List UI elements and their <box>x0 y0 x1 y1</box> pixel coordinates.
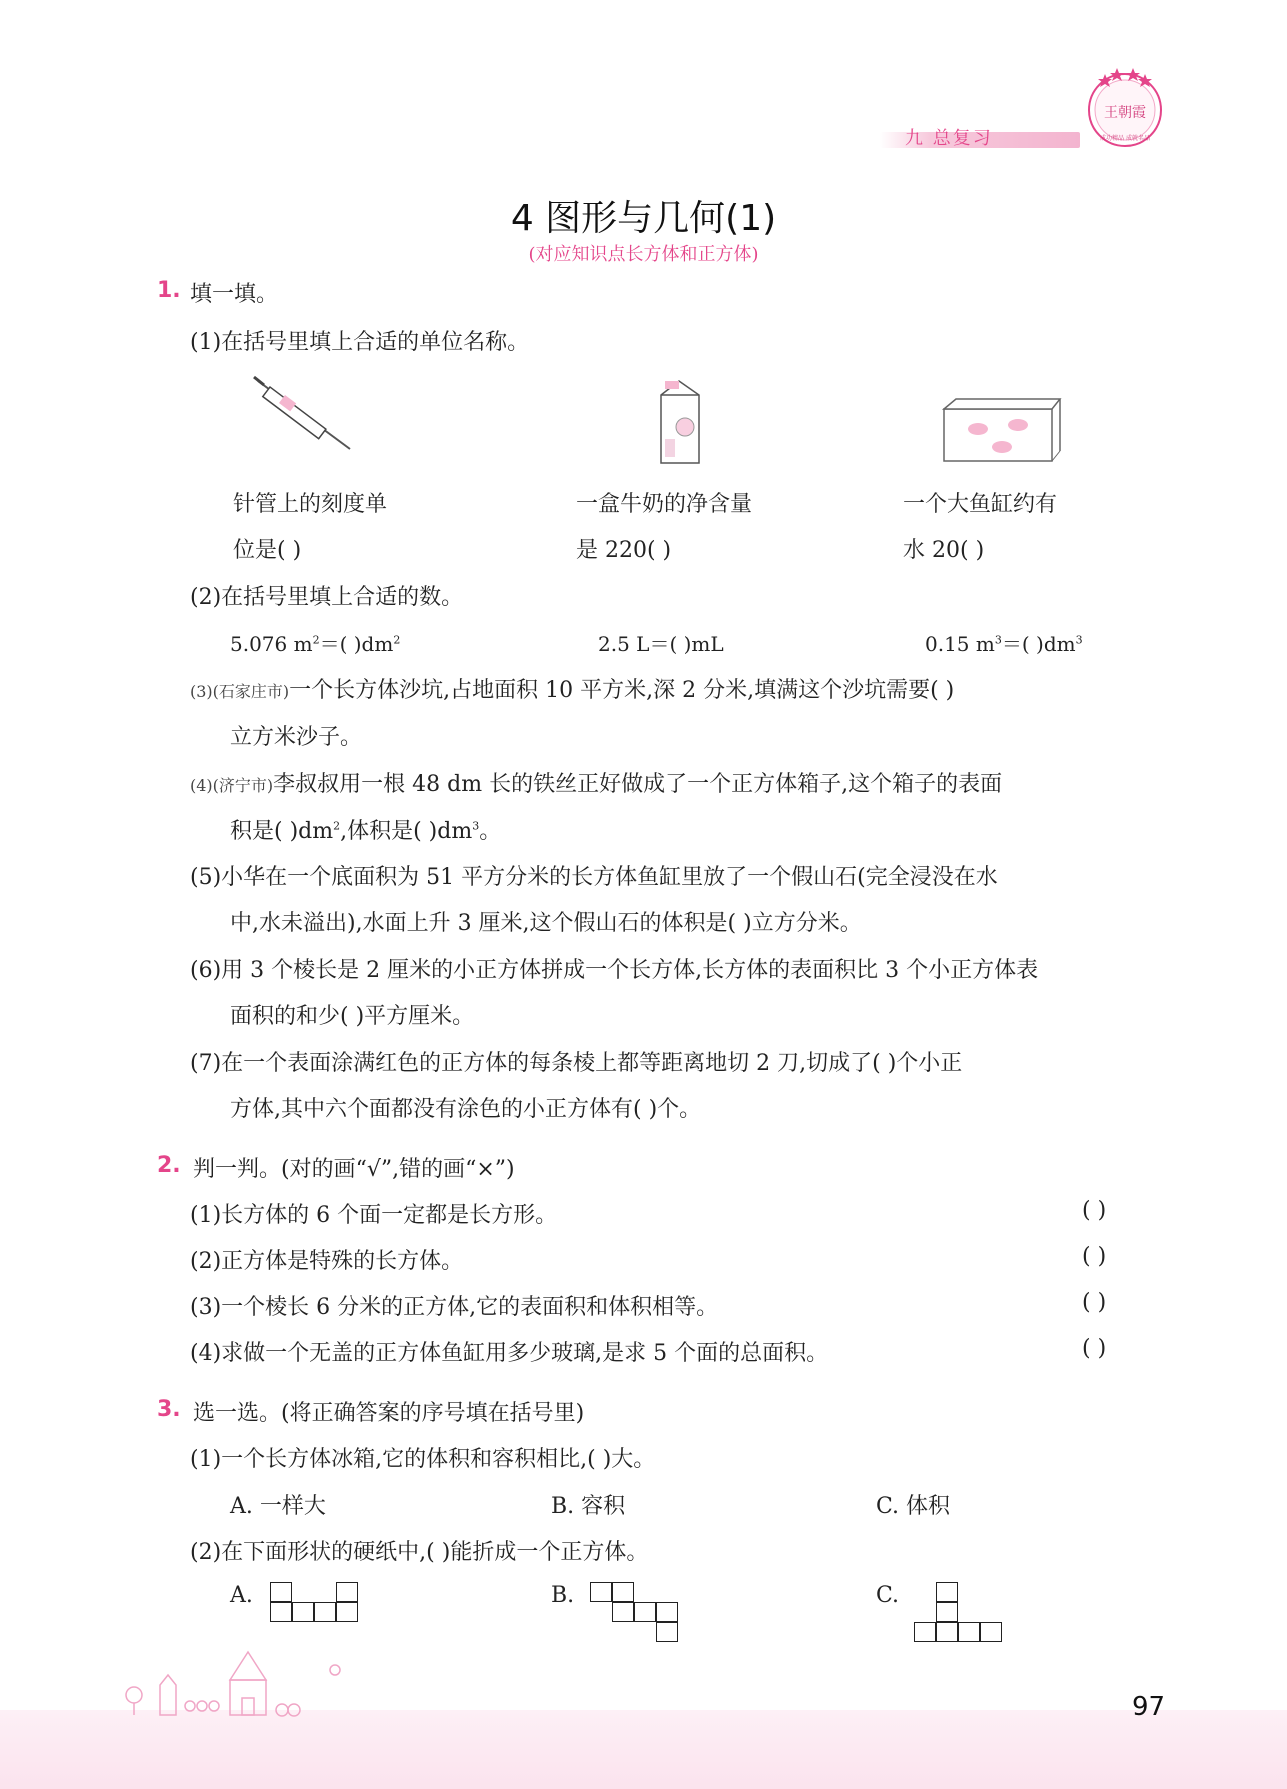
q3-option-b: B. 容积 <box>551 1494 626 1519</box>
q1-part3-line1: (3)(石家庄市)一个长方体沙坑,占地面积 10 平方米,深 2 分米,填满这个沙坑需要( ) <box>190 678 955 703</box>
caption-1-line2: 位是( ) <box>233 538 302 563</box>
q2-answer-4[interactable]: ( ) <box>1082 1336 1107 1361</box>
q3-option-a: A. 一样大 <box>230 1494 326 1519</box>
q1-part6-line2: 面积的和少( )平方厘米。 <box>230 1004 475 1029</box>
net-b-label: B. <box>551 1583 575 1608</box>
milk-carton-image <box>655 377 705 465</box>
q2-item-3: (3)一个棱长 6 分米的正方体,它的表面积和体积相等。 <box>190 1295 719 1320</box>
conversion-3: 0.15 $m^3=$( )$dm^3$ <box>925 632 1083 656</box>
syringe-image <box>250 375 360 455</box>
caption-1-line1: 针管上的刻度单 <box>233 492 388 517</box>
castle-decoration-icon <box>120 1640 380 1720</box>
q1-heading: 填一填。 <box>190 282 279 307</box>
q1-part4-line2: 积是( )$dm^2$,体积是( )$dm^3$。 <box>230 819 502 844</box>
conversion-2: 2.5 L＝( )mL <box>598 632 724 656</box>
net-c-label: C. <box>876 1583 900 1608</box>
caption-3-line1: 一个大鱼缸约有 <box>903 492 1058 517</box>
q2-answer-1[interactable]: ( ) <box>1082 1198 1107 1223</box>
q1-part7-line1: (7)在一个表面涂满红色的正方体的每条棱上都等距离地切 2 刀,切成了( )个小正 <box>190 1051 963 1076</box>
q2-item-4: (4)求做一个无盖的正方体鱼缸用多少玻璃,是求 5 个面的总面积。 <box>190 1341 829 1366</box>
page-subtitle: (对应知识点长方体和正方体) <box>528 244 759 265</box>
q1-part3-line2: 立方米沙子。 <box>230 725 363 750</box>
footer-band <box>0 1710 1287 1789</box>
q2-answer-3[interactable]: ( ) <box>1082 1290 1107 1315</box>
caption-3-line2: 水 20( ) <box>903 538 985 563</box>
fish-tank-image <box>940 395 1065 465</box>
brand-seal-logo <box>1075 62 1175 150</box>
svg-text:王朝霞: 王朝霞 <box>1104 105 1146 121</box>
q1-part6-line1: (6)用 3 个棱长是 2 厘米的小正方体拼成一个长方体,长方体的表面积比 3 个小正方体表 <box>190 958 1039 983</box>
section-label: 九 总复习 <box>905 128 993 149</box>
q1-part4-line1: (4)(济宁市)李叔叔用一根 48 dm 长的铁丝正好做成了一个正方体箱子,这个箱子的表面 <box>190 772 1003 797</box>
svg-text:成功精品 成就名品: 成功精品 成就名品 <box>1100 135 1150 142</box>
q2-heading: 判一判。(对的画“√”,错的画“×”) <box>193 1157 515 1182</box>
q2-item-1: (1)长方体的 6 个面一定都是长方形。 <box>190 1203 558 1228</box>
page-title: 4 图形与几何(1) <box>510 198 777 239</box>
q3-number: 3. <box>157 1397 181 1422</box>
q3-part2: (2)在下面形状的硬纸中,( )能折成一个正方体。 <box>190 1540 649 1565</box>
q1-part2: (2)在括号里填上合适的数。 <box>190 585 464 610</box>
q3-heading: 选一选。(将正确答案的序号填在括号里) <box>193 1401 585 1426</box>
page-number: 97 <box>1132 1692 1166 1722</box>
q2-number: 2. <box>157 1153 181 1178</box>
q1-part5-line1: (5)小华在一个底面积为 51 平方分米的长方体鱼缸里放了一个假山石(完全浸没在水 <box>190 865 998 890</box>
caption-2-line2: 是 220( ) <box>576 538 672 563</box>
q1-part5-line2: 中,水未溢出),水面上升 3 厘米,这个假山石的体积是( )立方分米。 <box>230 911 862 936</box>
net-a-label: A. <box>230 1583 253 1608</box>
q1-part7-line2: 方体,其中六个面都没有涂色的小正方体有( )个。 <box>230 1097 702 1122</box>
q2-item-2: (2)正方体是特殊的长方体。 <box>190 1249 464 1274</box>
caption-2-line1: 一盒牛奶的净含量 <box>576 492 753 517</box>
q1-number: 1. <box>157 278 181 303</box>
conversion-1: 5.076 $m^2=$( )$dm^2$ <box>230 632 401 656</box>
q3-part1: (1)一个长方体冰箱,它的体积和容积相比,( )大。 <box>190 1447 656 1472</box>
q1-part1: (1)在括号里填上合适的单位名称。 <box>190 330 530 355</box>
q3-option-c: C. 体积 <box>876 1494 951 1519</box>
q2-answer-2[interactable]: ( ) <box>1082 1244 1107 1269</box>
